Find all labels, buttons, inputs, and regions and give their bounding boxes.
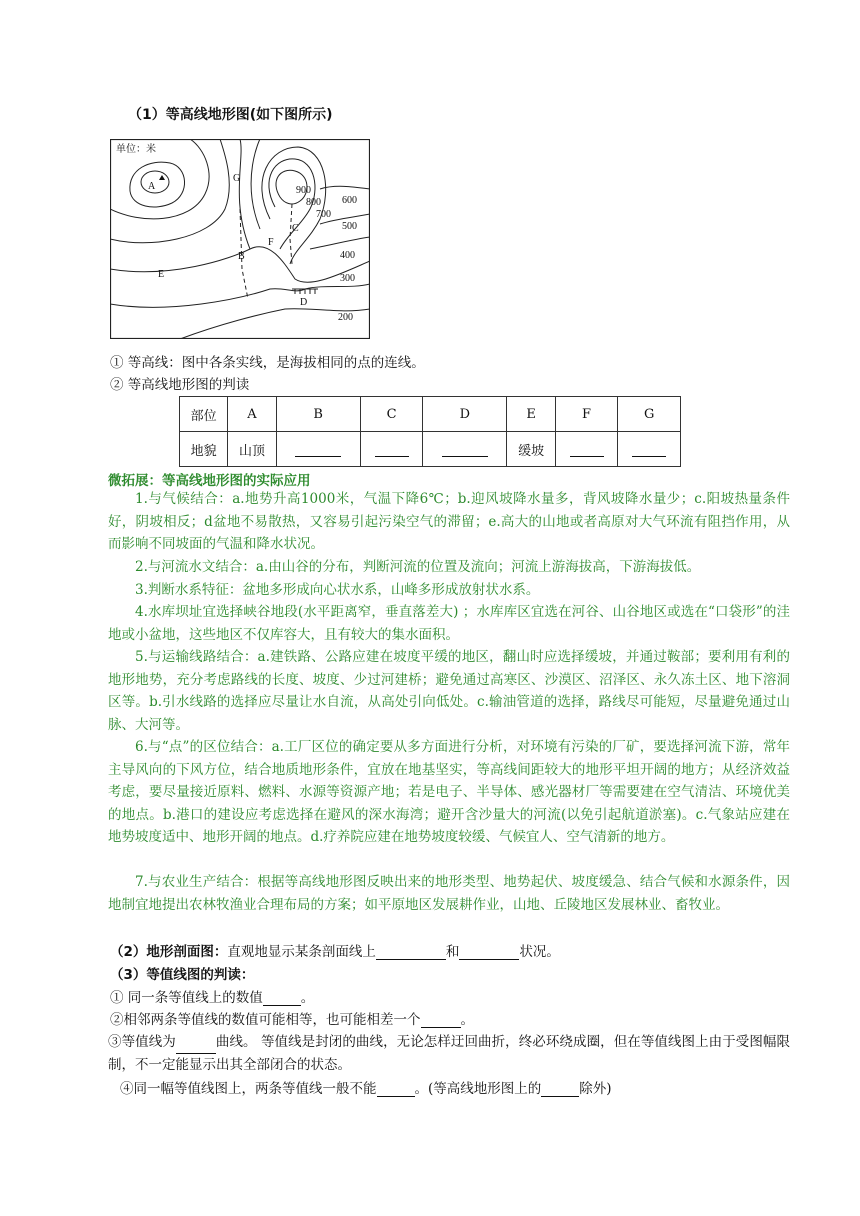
- map-label-E: E: [158, 269, 165, 280]
- blank-field[interactable]: [263, 991, 301, 1006]
- landform-table: [179, 396, 681, 467]
- item-1: ① 等高线：图中各条实线，是海拔相同的点的连线。: [110, 355, 425, 371]
- blank-field[interactable]: [459, 945, 519, 960]
- table-cell: G: [618, 397, 681, 432]
- map-label-F: F: [268, 237, 274, 248]
- s3-item-3-text: ③等值线为: [108, 1034, 176, 1050]
- s3-item-1-end: 。: [300, 990, 315, 1006]
- blank-field[interactable]: [176, 1039, 216, 1054]
- blank-cell-D[interactable]: [423, 432, 507, 467]
- blank-field[interactable]: [377, 1082, 415, 1097]
- section2-text-c: 状况。: [519, 944, 560, 960]
- table-cell: B: [276, 397, 360, 432]
- section3-title: （3）等值线图的判读：: [110, 967, 255, 983]
- s3-item-4-text: ④同一幅等值线图上，两条等值线一般不能: [120, 1081, 377, 1097]
- extension-title: 微拓展：等高线地形图的实际应用: [108, 473, 311, 489]
- blank-field[interactable]: [421, 1013, 461, 1028]
- s3-item-3-rest: 曲线。 等值线是封闭的曲线，无论怎样迂回曲折，终必环绕成圈，但在等值线图上由于受图幅限制，不一定能显示出其全部闭合的状态。: [108, 1034, 791, 1073]
- contour-800: 800: [306, 197, 321, 208]
- table-cell: A: [228, 397, 276, 432]
- blank-cell-B[interactable]: [276, 432, 360, 467]
- ext-paragraph-1: 1.与气候结合：a.地势升高1000米，气温下降6℃；b.迎风坡降水量多，背风坡降水量少；c.阳坡热量条件好，阴坡相反；d盆地不易散热，又容易引起污染空气的滞留；e.高大的山地或者高原对大气环流有阻挡作用，从而影响不同坡面的气温和降水状况。: [108, 491, 790, 552]
- blank-cell-G[interactable]: [618, 432, 681, 467]
- table-header-row: [180, 397, 681, 432]
- table-cell: 缓坡: [507, 432, 555, 467]
- s3-item-4-end: 除外): [579, 1081, 612, 1097]
- ext-paragraph-2: 2.与河流水文结合：a.由山谷的分布，判断河流的位置及流向；河流上游海拔高，下游海拔低。: [135, 559, 701, 575]
- map-label-C: C: [292, 223, 299, 234]
- section2-text-a: 直观地显示某条剖面线上: [227, 944, 376, 960]
- table-cell: 部位: [180, 397, 228, 432]
- s3-item-2-text: ②相邻两条等值线的数值可能相等，也可能相差一个: [110, 1012, 421, 1028]
- s3-item-2: [110, 1008, 474, 1028]
- map-label-G: G: [233, 173, 241, 184]
- map-label-D: D: [300, 297, 308, 308]
- table-cell: 山顶: [228, 432, 276, 467]
- table-cell: D: [423, 397, 507, 432]
- ext-paragraph-4: 4.水库坝址宜选择峡谷地段(水平距离窄，垂直落差大) ；水库库区宜选在河谷、山谷地区或选在“口袋形”的洼地或小盆地，这些地区不仅库容大，且有较大的集水面积。: [108, 604, 790, 643]
- ext-paragraph-5: 5.与运输线路结合：a.建铁路、公路应建在坡度平缓的地区，翻山时应选择缓坡，并通过鞍部；要利用有利的地形地势，充分考虑路线的长度、坡度、少过河建桥；避免通过高寒区、沙漠区、沼泽区、永久冻土区、地下溶洞区等。b.引水线路的选择应尽量让水自流，从高处引向低处。c.输油管道的选择，路线尽可能短，尽量避免通过山脉、大河等。: [108, 649, 790, 733]
- section1-title: （1）等高线地形图(如下图所示): [128, 107, 333, 123]
- blank-cell-C[interactable]: [360, 432, 423, 467]
- contour-200: 200: [338, 312, 353, 323]
- blank-cell-F[interactable]: [555, 432, 618, 467]
- contour-300: 300: [340, 273, 355, 284]
- contour-500: 500: [342, 221, 357, 232]
- s3-item-4-mid: 。(等高线地形图上的: [414, 1081, 542, 1097]
- blank-field[interactable]: [376, 945, 446, 960]
- section2-text-b: 和: [445, 944, 460, 960]
- map-label-B: B: [238, 251, 245, 262]
- map-label-A: A: [148, 181, 156, 192]
- blank-field[interactable]: [541, 1082, 579, 1097]
- contour-900: 900: [296, 185, 311, 196]
- s3-item-4: [120, 1077, 612, 1097]
- ext-paragraph-3: 3.判断水系特征：盆地多形成向心状水系，山峰多形成放射状水系。: [135, 582, 540, 598]
- table-cell: F: [555, 397, 618, 432]
- item-2: ② 等高线地形图的判读: [110, 377, 250, 393]
- section2-label: （2）地形剖面图：: [110, 944, 228, 960]
- contour-400: 400: [340, 250, 355, 261]
- table-cell: E: [507, 397, 555, 432]
- section2-line: [110, 940, 560, 960]
- s3-item-2-end: 。: [460, 1012, 474, 1028]
- contour-600: 600: [342, 195, 357, 206]
- table-cell: 地貌: [180, 432, 228, 467]
- table-cell: C: [360, 397, 423, 432]
- contour-700: 700: [316, 209, 331, 220]
- s3-item-3: [108, 1031, 790, 1076]
- s3-item-1: [110, 986, 314, 1006]
- s3-item-1-text: ① 同一条等值线上的数值: [110, 990, 263, 1006]
- map-unit-label: 单位：米: [116, 144, 156, 155]
- table-row: [180, 432, 681, 467]
- ext-paragraph-6: 6.与“点”的区位结合：a.工厂区位的确定要从多方面进行分析，对环境有污染的厂矿，要选择河流下游，常年主导风向的下风方位，结合地质地形条件，宜放在地基坚实，等高线间距较大的地形平坦开阔的地方；从经济效益考虑，要尽量接近原料、燃料、水源等资源产地；若是电子、半导体、感光器材厂等需要建在空气清洁、环境优美的地点。b.港口的建设应考虑选择在避风的深水海湾；避开含沙量大的河流(以免引起航道淤塞)。c.气象站应建在地势坡度适中、地形开阔的地点。d.疗养院应建在地势坡度较缓、气候宜人、空气清新的地方。: [108, 739, 790, 845]
- ext-paragraph-7: 7.与农业生产结合：根据等高线地形图反映出来的地形类型、地势起伏、坡度缓急、结合气候和水源条件，因地制宜地提出农林牧渔业合理布局的方案；如平原地区发展耕作业，山地、丘陵地区发展林业、畜牧业。: [108, 874, 790, 913]
- contour-map: [110, 139, 370, 339]
